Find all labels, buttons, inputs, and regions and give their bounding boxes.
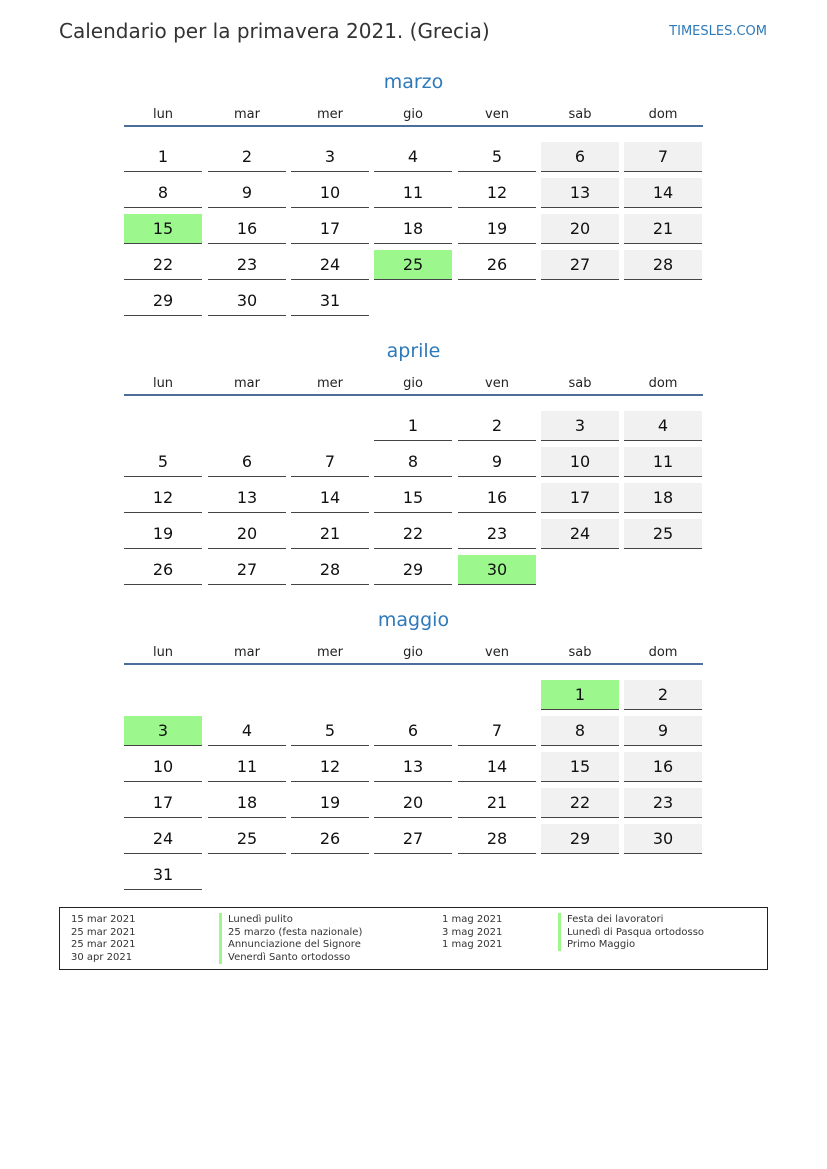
day-cell: 2 bbox=[458, 411, 536, 441]
day-cell: 22 bbox=[374, 519, 452, 549]
day-cell: 5 bbox=[291, 716, 369, 746]
day-cell: 28 bbox=[624, 250, 702, 280]
weekday-header-sab: sab bbox=[568, 107, 592, 122]
weekday-header-mar: mar bbox=[234, 376, 260, 391]
day-cell: 26 bbox=[291, 824, 369, 854]
day-cell: 30 bbox=[208, 286, 286, 316]
legend-date: 3 mag 2021 bbox=[442, 926, 503, 938]
weekday-header-ven: ven bbox=[485, 107, 509, 122]
day-cell: 1 bbox=[124, 142, 202, 172]
legend-date: 1 mag 2021 bbox=[442, 939, 503, 951]
legend-holiday-name: Venerdì Santo ortodosso bbox=[219, 951, 350, 964]
day-cell: 12 bbox=[291, 752, 369, 782]
day-cell: 21 bbox=[291, 519, 369, 549]
day-cell: 29 bbox=[124, 286, 202, 316]
day-cell: 22 bbox=[541, 788, 619, 818]
day-cell: 16 bbox=[458, 483, 536, 513]
weekday-header-sab: sab bbox=[568, 376, 592, 391]
weekday-header-gio: gio bbox=[403, 376, 423, 391]
day-cell: 25 bbox=[624, 519, 702, 549]
legend-date: 25 mar 2021 bbox=[71, 926, 136, 938]
day-cell: 14 bbox=[624, 178, 702, 208]
day-cell: 4 bbox=[374, 142, 452, 172]
month-title: aprile bbox=[386, 340, 441, 362]
day-cell: 16 bbox=[624, 752, 702, 782]
day-cell: 10 bbox=[291, 178, 369, 208]
day-cell: 7 bbox=[458, 716, 536, 746]
weekday-header-gio: gio bbox=[403, 107, 423, 122]
day-cell: 27 bbox=[541, 250, 619, 280]
weekday-header-lun: lun bbox=[152, 107, 174, 122]
day-cell: 5 bbox=[124, 447, 202, 477]
holiday-day-cell: 15 bbox=[124, 214, 202, 244]
weekday-header-ven: ven bbox=[485, 376, 509, 391]
day-cell: 16 bbox=[208, 214, 286, 244]
day-cell: 4 bbox=[624, 411, 702, 441]
month-title: maggio bbox=[377, 609, 450, 631]
holiday-legend bbox=[59, 907, 768, 970]
weekday-header-lun: lun bbox=[152, 645, 174, 660]
day-cell: 18 bbox=[374, 214, 452, 244]
day-cell: 4 bbox=[208, 716, 286, 746]
day-cell: 14 bbox=[458, 752, 536, 782]
day-cell: 9 bbox=[208, 178, 286, 208]
day-cell: 10 bbox=[124, 752, 202, 782]
day-cell: 13 bbox=[208, 483, 286, 513]
day-cell: 9 bbox=[624, 716, 702, 746]
header-divider bbox=[124, 394, 703, 396]
day-cell: 27 bbox=[374, 824, 452, 854]
day-cell: 29 bbox=[374, 555, 452, 585]
day-cell: 19 bbox=[291, 788, 369, 818]
day-cell: 15 bbox=[374, 483, 452, 513]
day-cell: 31 bbox=[124, 860, 202, 890]
day-cell: 6 bbox=[208, 447, 286, 477]
day-cell: 11 bbox=[208, 752, 286, 782]
weekday-header-mar: mar bbox=[234, 107, 260, 122]
holiday-day-cell: 1 bbox=[541, 680, 619, 710]
weekday-header-sab: sab bbox=[568, 645, 592, 660]
day-cell: 6 bbox=[374, 716, 452, 746]
day-cell: 23 bbox=[624, 788, 702, 818]
day-cell: 26 bbox=[124, 555, 202, 585]
day-cell: 7 bbox=[291, 447, 369, 477]
day-cell: 1 bbox=[374, 411, 452, 441]
day-cell: 26 bbox=[458, 250, 536, 280]
day-cell: 30 bbox=[624, 824, 702, 854]
day-cell: 3 bbox=[291, 142, 369, 172]
day-cell: 22 bbox=[124, 250, 202, 280]
day-cell: 8 bbox=[541, 716, 619, 746]
legend-holiday-name: 25 marzo (festa nazionale) bbox=[219, 926, 362, 939]
day-cell: 13 bbox=[374, 752, 452, 782]
page-title: Calendario per la primavera 2021. (Grecia) bbox=[59, 19, 490, 43]
day-cell: 9 bbox=[458, 447, 536, 477]
day-cell: 24 bbox=[541, 519, 619, 549]
legend-date: 25 mar 2021 bbox=[71, 939, 136, 951]
day-cell: 7 bbox=[624, 142, 702, 172]
header-divider bbox=[124, 125, 703, 127]
day-cell: 24 bbox=[291, 250, 369, 280]
day-cell: 8 bbox=[374, 447, 452, 477]
day-cell: 29 bbox=[541, 824, 619, 854]
weekday-header-ven: ven bbox=[485, 645, 509, 660]
weekday-header-mer: mer bbox=[316, 376, 343, 391]
day-cell: 8 bbox=[124, 178, 202, 208]
legend-date: 1 mag 2021 bbox=[442, 914, 503, 925]
day-cell: 12 bbox=[124, 483, 202, 513]
legend-holiday-name: Festa dei lavoratori bbox=[558, 913, 663, 926]
day-cell: 24 bbox=[124, 824, 202, 854]
weekday-header-mer: mer bbox=[316, 645, 343, 660]
day-cell: 11 bbox=[374, 178, 452, 208]
day-cell: 13 bbox=[541, 178, 619, 208]
day-cell: 18 bbox=[208, 788, 286, 818]
weekday-header-mar: mar bbox=[234, 645, 260, 660]
day-cell: 27 bbox=[208, 555, 286, 585]
day-cell: 21 bbox=[624, 214, 702, 244]
weekday-header-dom: dom bbox=[648, 645, 678, 660]
day-cell: 23 bbox=[208, 250, 286, 280]
weekday-header-gio: gio bbox=[403, 645, 423, 660]
legend-holiday-name: Lunedì di Pasqua ortodosso bbox=[558, 926, 704, 939]
month-title: marzo bbox=[383, 71, 444, 93]
day-cell: 20 bbox=[541, 214, 619, 244]
day-cell: 17 bbox=[124, 788, 202, 818]
day-cell: 12 bbox=[458, 178, 536, 208]
holiday-day-cell: 3 bbox=[124, 716, 202, 746]
day-cell: 2 bbox=[624, 680, 702, 710]
weekday-header-dom: dom bbox=[648, 376, 678, 391]
day-cell: 19 bbox=[124, 519, 202, 549]
day-cell: 15 bbox=[541, 752, 619, 782]
header-divider bbox=[124, 663, 703, 665]
day-cell: 19 bbox=[458, 214, 536, 244]
brand-link[interactable]: TIMESLES.COM bbox=[669, 24, 767, 39]
day-cell: 11 bbox=[624, 447, 702, 477]
weekday-header-mer: mer bbox=[316, 107, 343, 122]
legend-date: 15 mar 2021 bbox=[71, 914, 136, 925]
day-cell: 3 bbox=[541, 411, 619, 441]
legend-holiday-name: Primo Maggio bbox=[558, 938, 635, 951]
day-cell: 17 bbox=[291, 214, 369, 244]
holiday-day-cell: 25 bbox=[374, 250, 452, 280]
day-cell: 28 bbox=[458, 824, 536, 854]
day-cell: 5 bbox=[458, 142, 536, 172]
day-cell: 14 bbox=[291, 483, 369, 513]
legend-holiday-name: Lunedì pulito bbox=[219, 913, 293, 926]
day-cell: 20 bbox=[208, 519, 286, 549]
day-cell: 25 bbox=[208, 824, 286, 854]
day-cell: 17 bbox=[541, 483, 619, 513]
legend-holiday-name: Annunciazione del Signore bbox=[219, 938, 361, 951]
day-cell: 21 bbox=[458, 788, 536, 818]
day-cell: 28 bbox=[291, 555, 369, 585]
day-cell: 23 bbox=[458, 519, 536, 549]
legend-date: 30 apr 2021 bbox=[71, 952, 133, 964]
weekday-header-dom: dom bbox=[648, 107, 678, 122]
day-cell: 31 bbox=[291, 286, 369, 316]
day-cell: 2 bbox=[208, 142, 286, 172]
holiday-day-cell: 30 bbox=[458, 555, 536, 585]
weekday-header-lun: lun bbox=[152, 376, 174, 391]
day-cell: 10 bbox=[541, 447, 619, 477]
day-cell: 20 bbox=[374, 788, 452, 818]
day-cell: 6 bbox=[541, 142, 619, 172]
day-cell: 18 bbox=[624, 483, 702, 513]
